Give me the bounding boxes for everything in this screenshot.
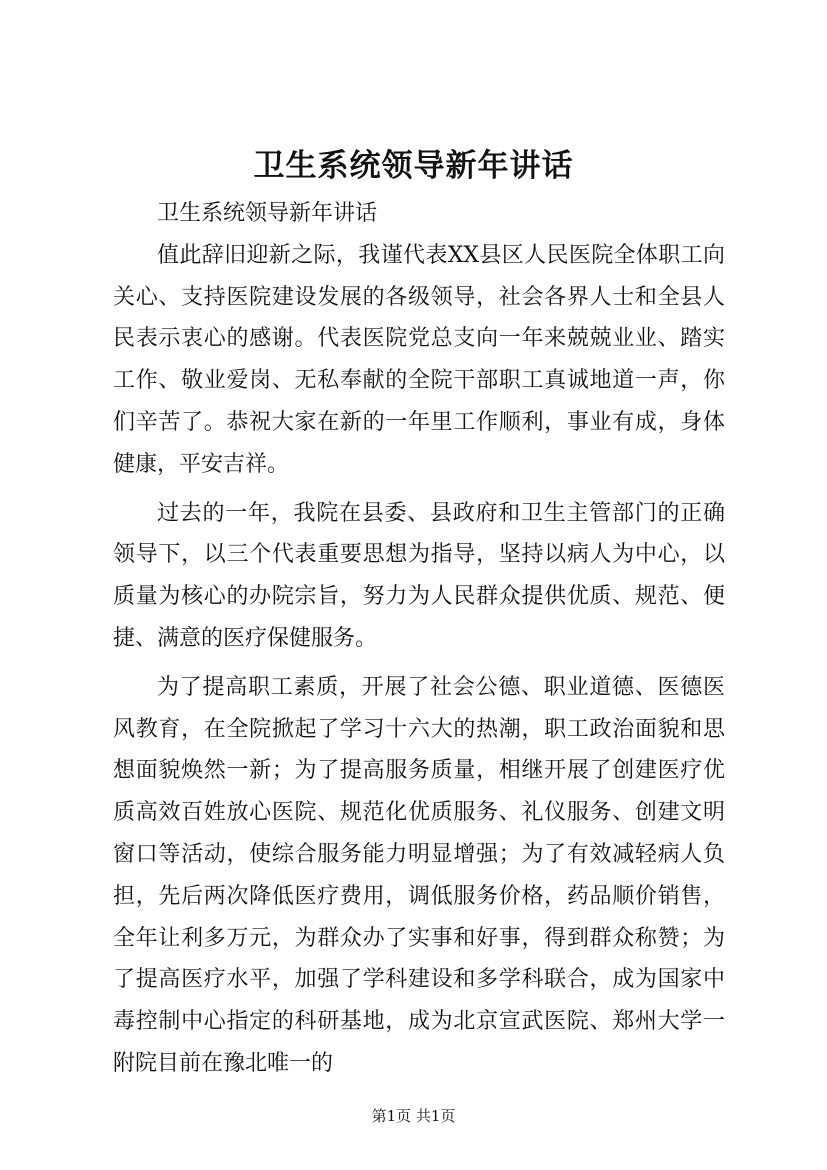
document-body xyxy=(113,193,725,1085)
paragraph-subtitle: 卫生系统领导新年讲话 xyxy=(157,201,378,226)
document-title: 卫生系统领导新年讲话 xyxy=(253,148,574,184)
paragraph-greeting: 值此辞旧迎新之际，我谨代表XX县区人民医院全体职工向关心、支持医院建设发展的各级领导，社会各界人士和全县人民表示衷心的感谢。代表医院党总支向一年来兢兢业业、踏实工作、敬业爱岗、无私奉献的全院干部职工真诚地道一声，你们辛苦了。恭祝大家在新的一年里工作顺利，事业有成，身体健康，平安吉祥。 xyxy=(113,242,725,477)
paragraph-achievements: 为了提高职工素质，开展了社会公德、职业道德、医德医风教育，在全院掀起了学习十六大的热潮，职工政治面貌和思想面貌焕然一新；为了提高服务质量，相继开展了创建医疗优质高效百姓放心医院、规范化优质服务、礼仪服务、创建文明窗口等活动，使综合服务能力明显增强；为了有效减轻病人负担，先后两次降低医疗费用，调低服务价格，药品顺价销售，全年让利多万元，为群众办了实事和好事，得到群众称赞；为了提高医疗水平，加强了学科建设和多学科联合，成为国家中毒控制中心指定的科研基地，成为北京宣武医院、郑州大学一附院目前在豫北唯一的 xyxy=(113,674,725,1076)
paragraph-past-year: 过去的一年，我院在县委、县政府和卫生主管部门的正确领导下，以三个代表重要思想为指导，坚持以病人为中心，以质量为核心的办院宗旨，努力为人民群众提供优质、规范、便捷、满意的医疗保健服务。 xyxy=(113,500,725,651)
page-footer: 第1页 共1页 xyxy=(371,1107,456,1125)
